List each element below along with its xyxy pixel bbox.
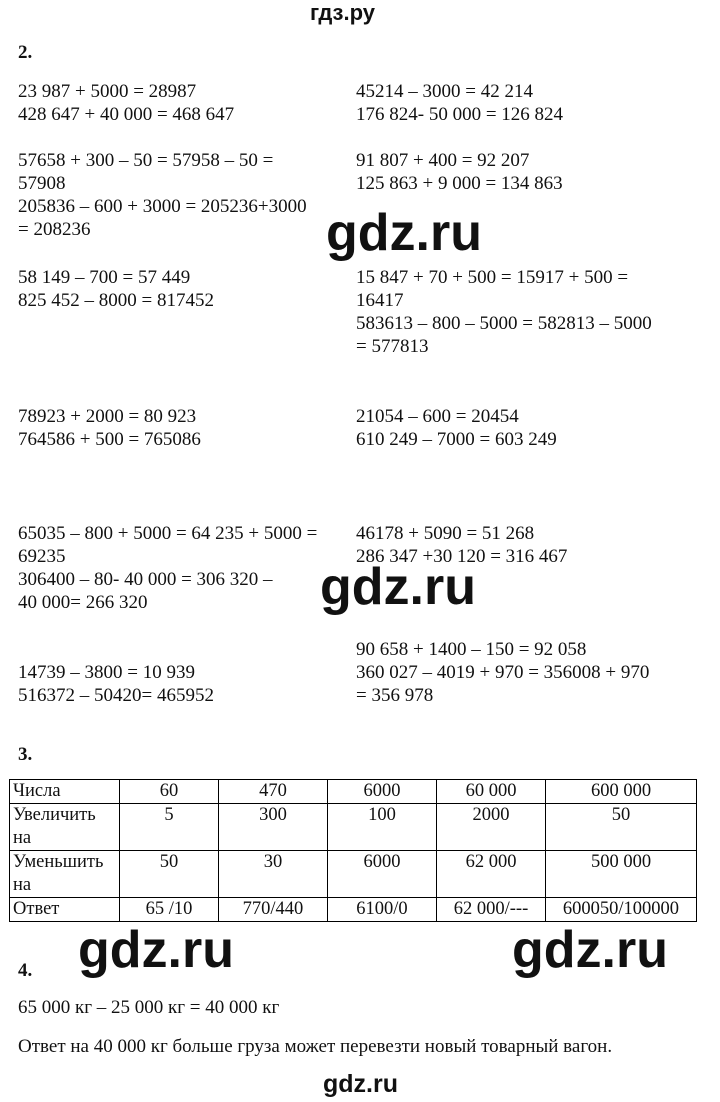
- equation-line: 57658 + 300 – 50 = 57958 – 50 =: [18, 150, 274, 171]
- task-2-right-block-1: [356, 80, 563, 126]
- equation-line: 23 987 + 5000 = 28987: [18, 81, 197, 102]
- watermark-logo: gdz.ru: [320, 558, 476, 616]
- task-2-left-block-2: [18, 149, 307, 241]
- task-3-number: 3.: [18, 744, 33, 765]
- row-label: Числа: [10, 780, 120, 804]
- task-2-number: 2.: [18, 42, 33, 63]
- equation-line: 176 824- 50 000 = 126 824: [356, 104, 564, 125]
- equation-line: 610 249 – 7000 = 603 249: [356, 429, 557, 450]
- table-cell: 2000: [437, 804, 546, 851]
- equation-line: 125 863 + 9 000 = 134 863: [356, 173, 563, 194]
- watermark-logo: gdz.ru: [326, 204, 482, 262]
- table-row: [10, 898, 697, 922]
- table-cell: 60 000: [437, 780, 546, 804]
- table-cell: 62 000/---: [437, 898, 546, 922]
- equation-line: 583613 – 800 – 5000 = 582813 – 5000: [356, 313, 652, 334]
- table-row: [10, 851, 697, 898]
- equation-line: 825 452 – 8000 = 817452: [18, 290, 214, 311]
- table-cell: 300: [219, 804, 328, 851]
- table-cell: 770/440: [219, 898, 328, 922]
- equation-line: 516372 – 50420= 465952: [18, 685, 214, 706]
- equation-line: 428 647 + 40 000 = 468 647: [18, 104, 235, 125]
- task-4-answer: Ответ на 40 000 кг больше груза может перевезти новый товарный вагон.: [18, 1036, 613, 1057]
- equation-line: 14739 – 3800 = 10 939: [18, 662, 195, 683]
- equation-line: 58 149 – 700 = 57 449: [18, 267, 191, 288]
- table-cell: 50: [120, 851, 219, 898]
- row-label: Увеличить на: [10, 804, 120, 851]
- equation-line: = 356 978: [356, 685, 434, 706]
- equation-line: 65035 – 800 + 5000 = 64 235 + 5000 =: [18, 523, 318, 544]
- row-label: Ответ: [10, 898, 120, 922]
- table-cell: 30: [219, 851, 328, 898]
- task-2-left-block-3: [18, 266, 214, 312]
- equation-line: 90 658 + 1400 – 150 = 92 058: [356, 639, 587, 660]
- equation-line: 40 000= 266 320: [18, 592, 148, 613]
- equation-line: 205836 – 600 + 3000 = 205236+3000: [18, 196, 307, 217]
- table-cell: 470: [219, 780, 328, 804]
- task-2-right-block-2: [356, 149, 563, 195]
- watermark-logo: gdz.ru: [512, 921, 668, 979]
- table-cell: 60: [120, 780, 219, 804]
- equation-line: = 577813: [356, 336, 429, 357]
- equation-line: 21054 – 600 = 20454: [356, 406, 519, 427]
- task-2-right-block-4: [356, 405, 557, 451]
- table-cell: 500 000: [546, 851, 697, 898]
- equation-line: 16417: [356, 290, 404, 311]
- equation-line: 764586 + 500 = 765086: [18, 429, 201, 450]
- task-2-right-block-3: [356, 266, 652, 358]
- equation-line: 57908: [18, 173, 66, 194]
- watermark-logo: gdz.ru: [78, 921, 234, 979]
- table-cell: 5: [120, 804, 219, 851]
- table-cell: 50: [546, 804, 697, 851]
- equation-line: 360 027 – 4019 + 970 = 356008 + 970: [356, 662, 650, 683]
- task-2-right-block-6: [356, 638, 649, 707]
- site-header: гдз.ру: [310, 0, 375, 25]
- equation-line: 46178 + 5090 = 51 268: [356, 523, 535, 544]
- task-2-left-block-1: [18, 80, 234, 126]
- table-row: [10, 804, 697, 851]
- table-cell: 62 000: [437, 851, 546, 898]
- equation-line: 69235: [18, 546, 66, 567]
- row-label: Уменьшить на: [10, 851, 120, 898]
- equation-line: 45214 – 3000 = 42 214: [356, 81, 533, 102]
- table-cell: 600050/100000: [546, 898, 697, 922]
- equation-line: 286 347 +30 120 = 316 467: [356, 546, 568, 567]
- task-2-left-block-4: [18, 405, 201, 451]
- equation-line: 91 807 + 400 = 92 207: [356, 150, 530, 171]
- table-cell: 100: [328, 804, 437, 851]
- equation-line: 306400 – 80- 40 000 = 306 320 –: [18, 569, 273, 590]
- task-2-left-block-6: [18, 661, 214, 707]
- table-cell: 6000: [328, 851, 437, 898]
- equation-line: 15 847 + 70 + 500 = 15917 + 500 =: [356, 267, 629, 288]
- task-2-left-block-5: [18, 522, 317, 614]
- footer-watermark-logo: gdz.ru: [323, 1070, 398, 1098]
- table-cell: 6000: [328, 780, 437, 804]
- table-cell: 6100/0: [328, 898, 437, 922]
- task-4-number: 4.: [18, 960, 33, 981]
- table-row: [10, 780, 697, 804]
- equation-line: 78923 + 2000 = 80 923: [18, 406, 197, 427]
- task-3-table: [9, 779, 697, 922]
- table-cell: 65 /10: [120, 898, 219, 922]
- task-4-equation: 65 000 кг – 25 000 кг = 40 000 кг: [18, 997, 280, 1018]
- equation-line: = 208236: [18, 219, 91, 240]
- table-cell: 600 000: [546, 780, 697, 804]
